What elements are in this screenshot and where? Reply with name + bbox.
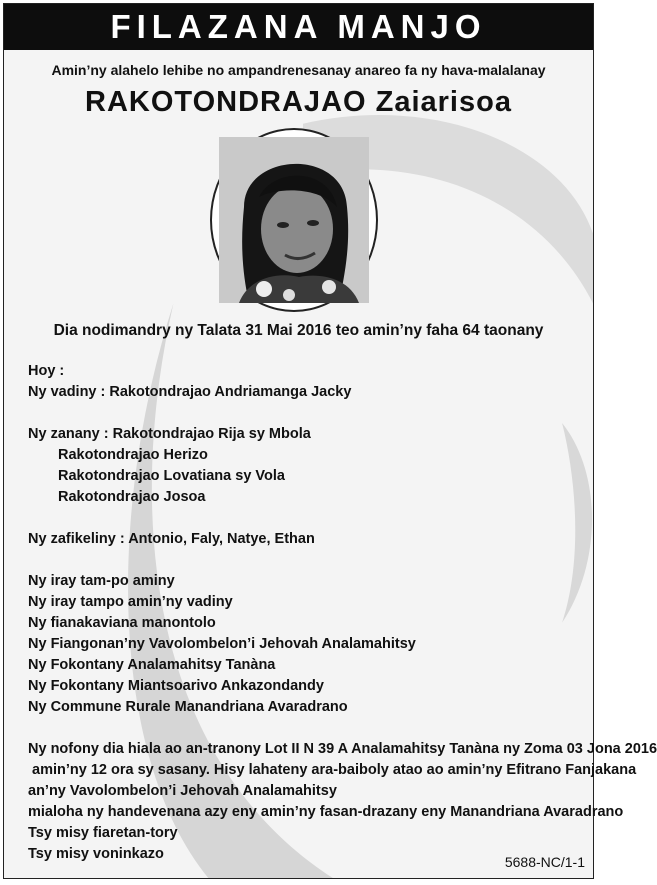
children-line: Ny zanany : Rakotondrajao Rija sy Mbola bbox=[28, 426, 311, 442]
reference-code: 5688-NC/1-1 bbox=[504, 854, 585, 870]
portrait-frame bbox=[210, 128, 378, 312]
spouse-line: Ny vadiny : Rakotondrajao Andriamanga Jacky bbox=[28, 384, 352, 400]
closing-line: mialoha ny handevenana azy eny amin’ny fasan-drazany eny Manandriana Avaradrano bbox=[28, 804, 624, 820]
notice-body bbox=[28, 361, 657, 865]
grandchildren-line: Ny zafikeliny : Antonio, Faly, Natye, Ethan bbox=[28, 531, 315, 547]
closing-line: amin’ny 12 ora sy sasany. Hisy lahateny ara-baiboly atao ao amin’ny Efitrano Fanjakana bbox=[28, 762, 637, 778]
child-name: Rakotondrajao Lovatiana sy Vola bbox=[58, 468, 285, 484]
announcement-subtitle: Amin’ny alahelo lehibe no ampandrenesanay anareo fa ny hava-malalanay bbox=[51, 62, 546, 78]
portrait-photo bbox=[219, 137, 369, 303]
relation-line: Ny Commune Rurale Manandriana Avaradrano bbox=[28, 699, 348, 715]
hoy-label: Hoy : bbox=[28, 363, 65, 379]
relation-line: Ny Fokontany Miantsoarivo Ankazondandy bbox=[28, 678, 324, 694]
relation-line: Ny Fiangonan’ny Vavolombelon’i Jehovah Analamahitsy bbox=[28, 636, 416, 652]
closing-line: Ny nofony dia hiala ao an-tranony Lot II N 39 A Analamahitsy Tanàna ny Zoma 03 Jona 2016 bbox=[28, 741, 657, 757]
closing-line: an’ny Vavolombelon’i Jehovah Analamahitsy bbox=[28, 783, 337, 799]
obituary-notice bbox=[3, 3, 657, 879]
notice-header: FILAZANA MANJO bbox=[4, 4, 593, 50]
death-notice-line: Dia nodimandry ny Talata 31 Mai 2016 teo amin’ny faha 64 taonany bbox=[53, 322, 544, 339]
closing-line: Tsy misy fiaretan-tory bbox=[28, 825, 178, 841]
relation-line: Ny iray tampo amin’ny vadiny bbox=[28, 594, 233, 610]
child-name: Rakotondrajao Josoa bbox=[58, 489, 206, 505]
child-name: Rakotondrajao Herizo bbox=[58, 447, 208, 463]
closing-line: Tsy misy voninkazo bbox=[28, 846, 164, 862]
relation-line: Ny fianakaviana manontolo bbox=[28, 615, 216, 631]
deceased-name: RAKOTONDRAJAO Zaiarisoa bbox=[85, 86, 512, 118]
relation-line: Ny iray tam-po aminy bbox=[28, 573, 175, 589]
relation-line: Ny Fokontany Analamahitsy Tanàna bbox=[28, 657, 276, 673]
